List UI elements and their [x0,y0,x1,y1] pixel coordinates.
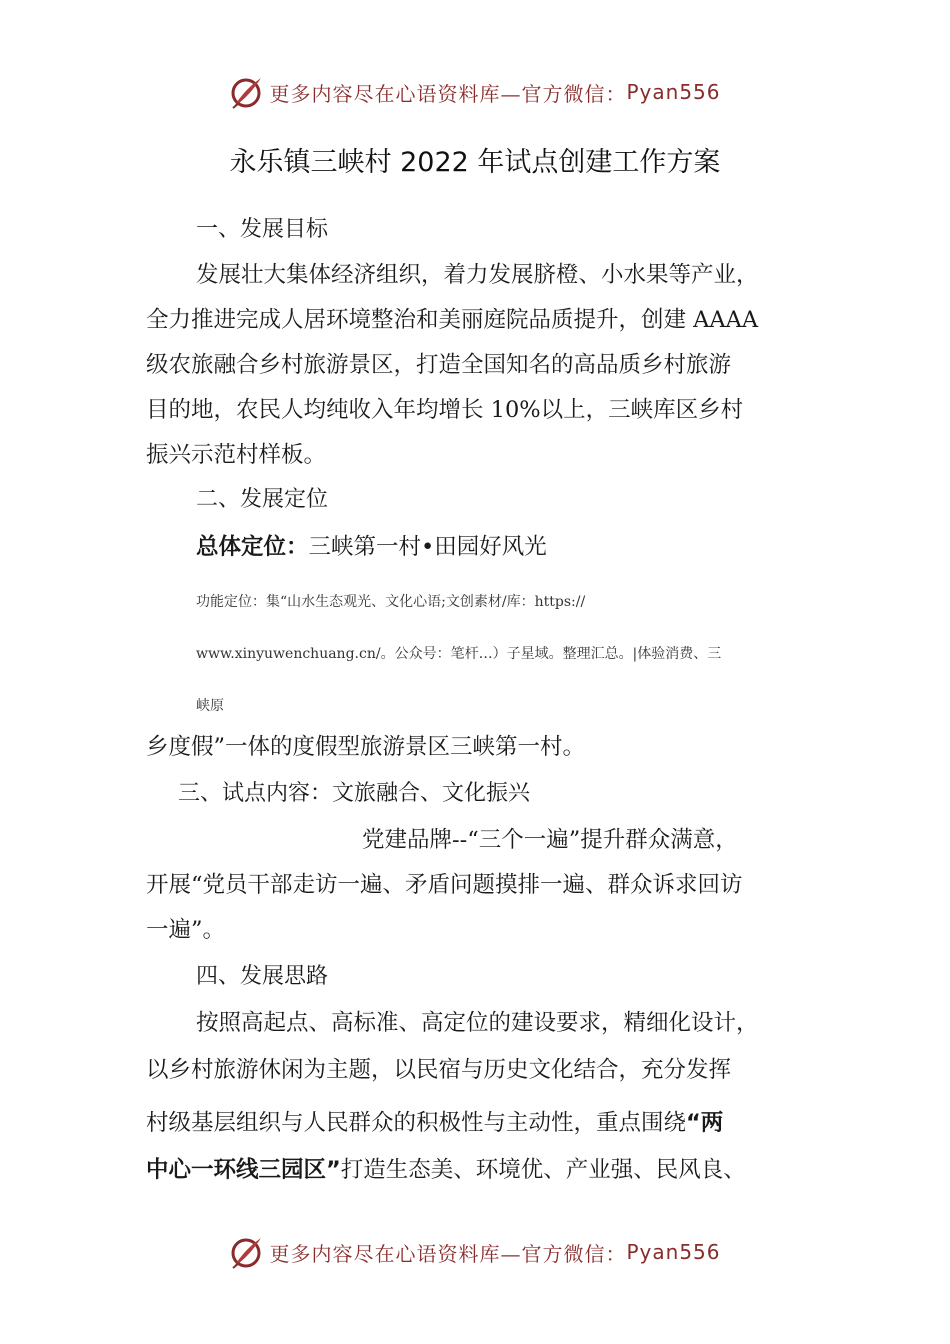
watermark-banner-bottom [0,1232,950,1272]
quill-logo-icon [229,75,263,109]
wechat-id: Pyan556 [626,1240,721,1264]
paragraph-line: 级农旅融合乡村旅游景区，打造全国知名的高品质乡村旅游 [146,352,732,378]
paragraph-line: 振兴示范村样板。 [146,442,327,468]
watermark-text: 更多内容尽在心语资料库—官方微信： [269,81,627,106]
section-heading-goal: 一、发展目标 [196,217,329,242]
paragraph-line: 党建品牌--“三个一遍”提升群众满意， [362,827,738,853]
wechat-id: Pyan556 [626,80,721,104]
watermark-text: 更多内容尽在心语资料库—官方微信： [269,1241,627,1266]
emphasis-text: 中心一环线三园区” [146,1157,341,1183]
paragraph-line: 开展“党员干部走访一遍、矛盾问题摸排一遍、群众诉求回访 [146,872,743,898]
document-title: 永乐镇三峡村 2022 年试点创建工作方案 [229,147,721,178]
function-line: 峡原 [196,698,224,714]
paragraph-line: 一遍”。 [146,917,226,943]
paragraph-line [146,1155,746,1185]
paragraph-line: 按照高起点、高标准、高定位的建设要求，精细化设计， [196,1010,759,1036]
section-heading-approach: 四、发展思路 [196,964,329,989]
overall-text: 三峡第一村•田园好风光 [308,534,547,560]
paragraph-line: 目的地，农民人均纯收入年均增长 10%以上，三峡库区乡村 [146,397,744,423]
paragraph-line: 全力推进完成人居环境整治和美丽庭院品质提升，创建 AAAA [146,307,759,333]
quill-logo-icon [229,1235,263,1269]
paragraph-line: 以乡村旅游休闲为主题，以民宿与历史文化结合，充分发挥 [146,1057,732,1083]
function-line: www.xinyuwenchuang.cn/。公众号：笔杆…）子星域。整理汇总。|体验消费、三 [196,646,722,662]
watermark-banner-top [0,72,950,112]
paragraph-line [146,1108,723,1138]
paragraph-line: 乡度假”一体的度假型旅游景区三峡第一村。 [146,734,586,760]
section-heading-pilot: 三、试点内容：文旅融合、文化振兴 [178,781,531,806]
emphasis-text: “两 [686,1110,724,1136]
overall-label: 总体定位： [196,534,309,560]
overall-positioning [196,532,547,562]
section-heading-positioning: 二、发展定位 [196,487,329,512]
paragraph-text: 村级基层组织与人民群众的积极性与主动性，重点围绕 [146,1110,687,1136]
paragraph-line: 发展壮大集体经济组织，着力发展脐橙、小水果等产业， [196,262,759,288]
paragraph-text: 打造生态美、环境优、产业强、民风良、 [340,1157,746,1183]
function-line: 功能定位：集“山水生态观光、文化心语;文创素材/库：https:// [196,594,586,610]
